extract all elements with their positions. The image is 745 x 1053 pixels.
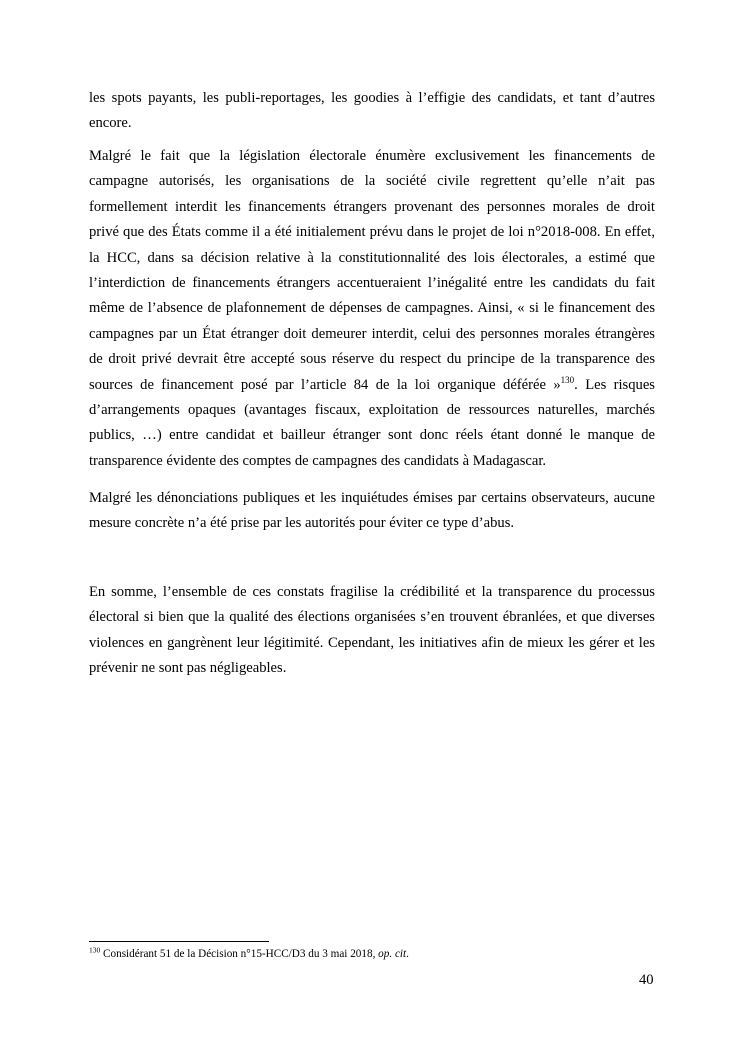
text-line-with-footnote (89, 373, 655, 398)
text-line: de droit privé devrait être accepté sous réserve du respect du principe de la transparence des (89, 351, 655, 368)
text-line: campagnes par un État étranger doit demeurer interdit, celui des personnes morales étrangères (89, 325, 655, 342)
footnote-text: Considérant 51 de la Décision n°15-HCC/D3 du 3 mai 2018, (100, 948, 379, 960)
footnote-end: . (406, 948, 409, 960)
text-line: Malgré le fait que la législation électorale énumère exclusivement les financements de (89, 148, 655, 164)
text-line: En somme, l’ensemble de ces constats fragilise la crédibilité et la transparence du processus (89, 584, 655, 600)
paragraph-3 (89, 486, 655, 537)
footnote-number: 130 (89, 945, 101, 955)
page-number: 40 (639, 972, 654, 988)
paragraph-1 (89, 86, 655, 137)
text-line: prévenir ne sont pas négligeables. (89, 660, 287, 677)
text-line: l’interdiction de financements étrangers accentueraient l’inégalité entre les candidats du fait (89, 275, 655, 292)
text-line: les spots payants, les publi-reportages, les goodies à l’effigie des candidats, et tant d’autres (89, 90, 655, 106)
footnote (89, 947, 409, 961)
text-line: d’arrangements opaques (avantages fiscaux, exploitation de ressources naturelles, marchés (89, 402, 655, 419)
text-line: la HCC, dans sa décision relative à la constitutionnalité des lois électorales, a estimé que (89, 249, 655, 266)
paragraph-2 (89, 144, 655, 474)
text-line: électoral si bien que la qualité des élections organisées s’en trouvent ébranlées, et que diverses (89, 609, 655, 626)
text-line: formellement interdit les financements étrangers provenant des personnes morales de droit (89, 198, 655, 215)
text-line: encore. (89, 115, 132, 132)
text-segment: . Les risques (574, 376, 655, 393)
footnote-reference[interactable]: 130 (560, 374, 575, 385)
footnote-italic: op. cit (378, 948, 407, 960)
text-line: violences en gangrènent leur légitimité. Cependant, les initiatives afin de mieux les gérer et les (89, 634, 655, 651)
text-line: transparence évidente des comptes de campagnes des candidats à Madagascar. (89, 452, 547, 469)
paragraph-4 (89, 580, 655, 682)
text-line: publics, …) entre candidat et bailleur étranger sont donc réels étant donné le manque de (89, 427, 655, 444)
text-line: privé que des États comme il a été initialement prévu dans le projet de loi n°2018-008. En effet, (89, 224, 655, 241)
text-segment: sources de financement posé par l’article 84 de la loi organique déférée » (89, 376, 561, 393)
footnote-separator (89, 941, 269, 942)
text-line: même de l’absence de plafonnement de dépenses de campagnes. Ainsi, « si le financement des (89, 300, 655, 317)
text-line: mesure concrète n’a été prise par les autorités pour éviter ce type d’abus. (89, 515, 515, 532)
text-line: Malgré les dénonciations publiques et les inquiétudes émises par certains observateurs, aucune (89, 490, 655, 506)
text-line: campagne autorisés, les organisations de la société civile regrettent qu’elle n’ait pas (89, 173, 655, 190)
